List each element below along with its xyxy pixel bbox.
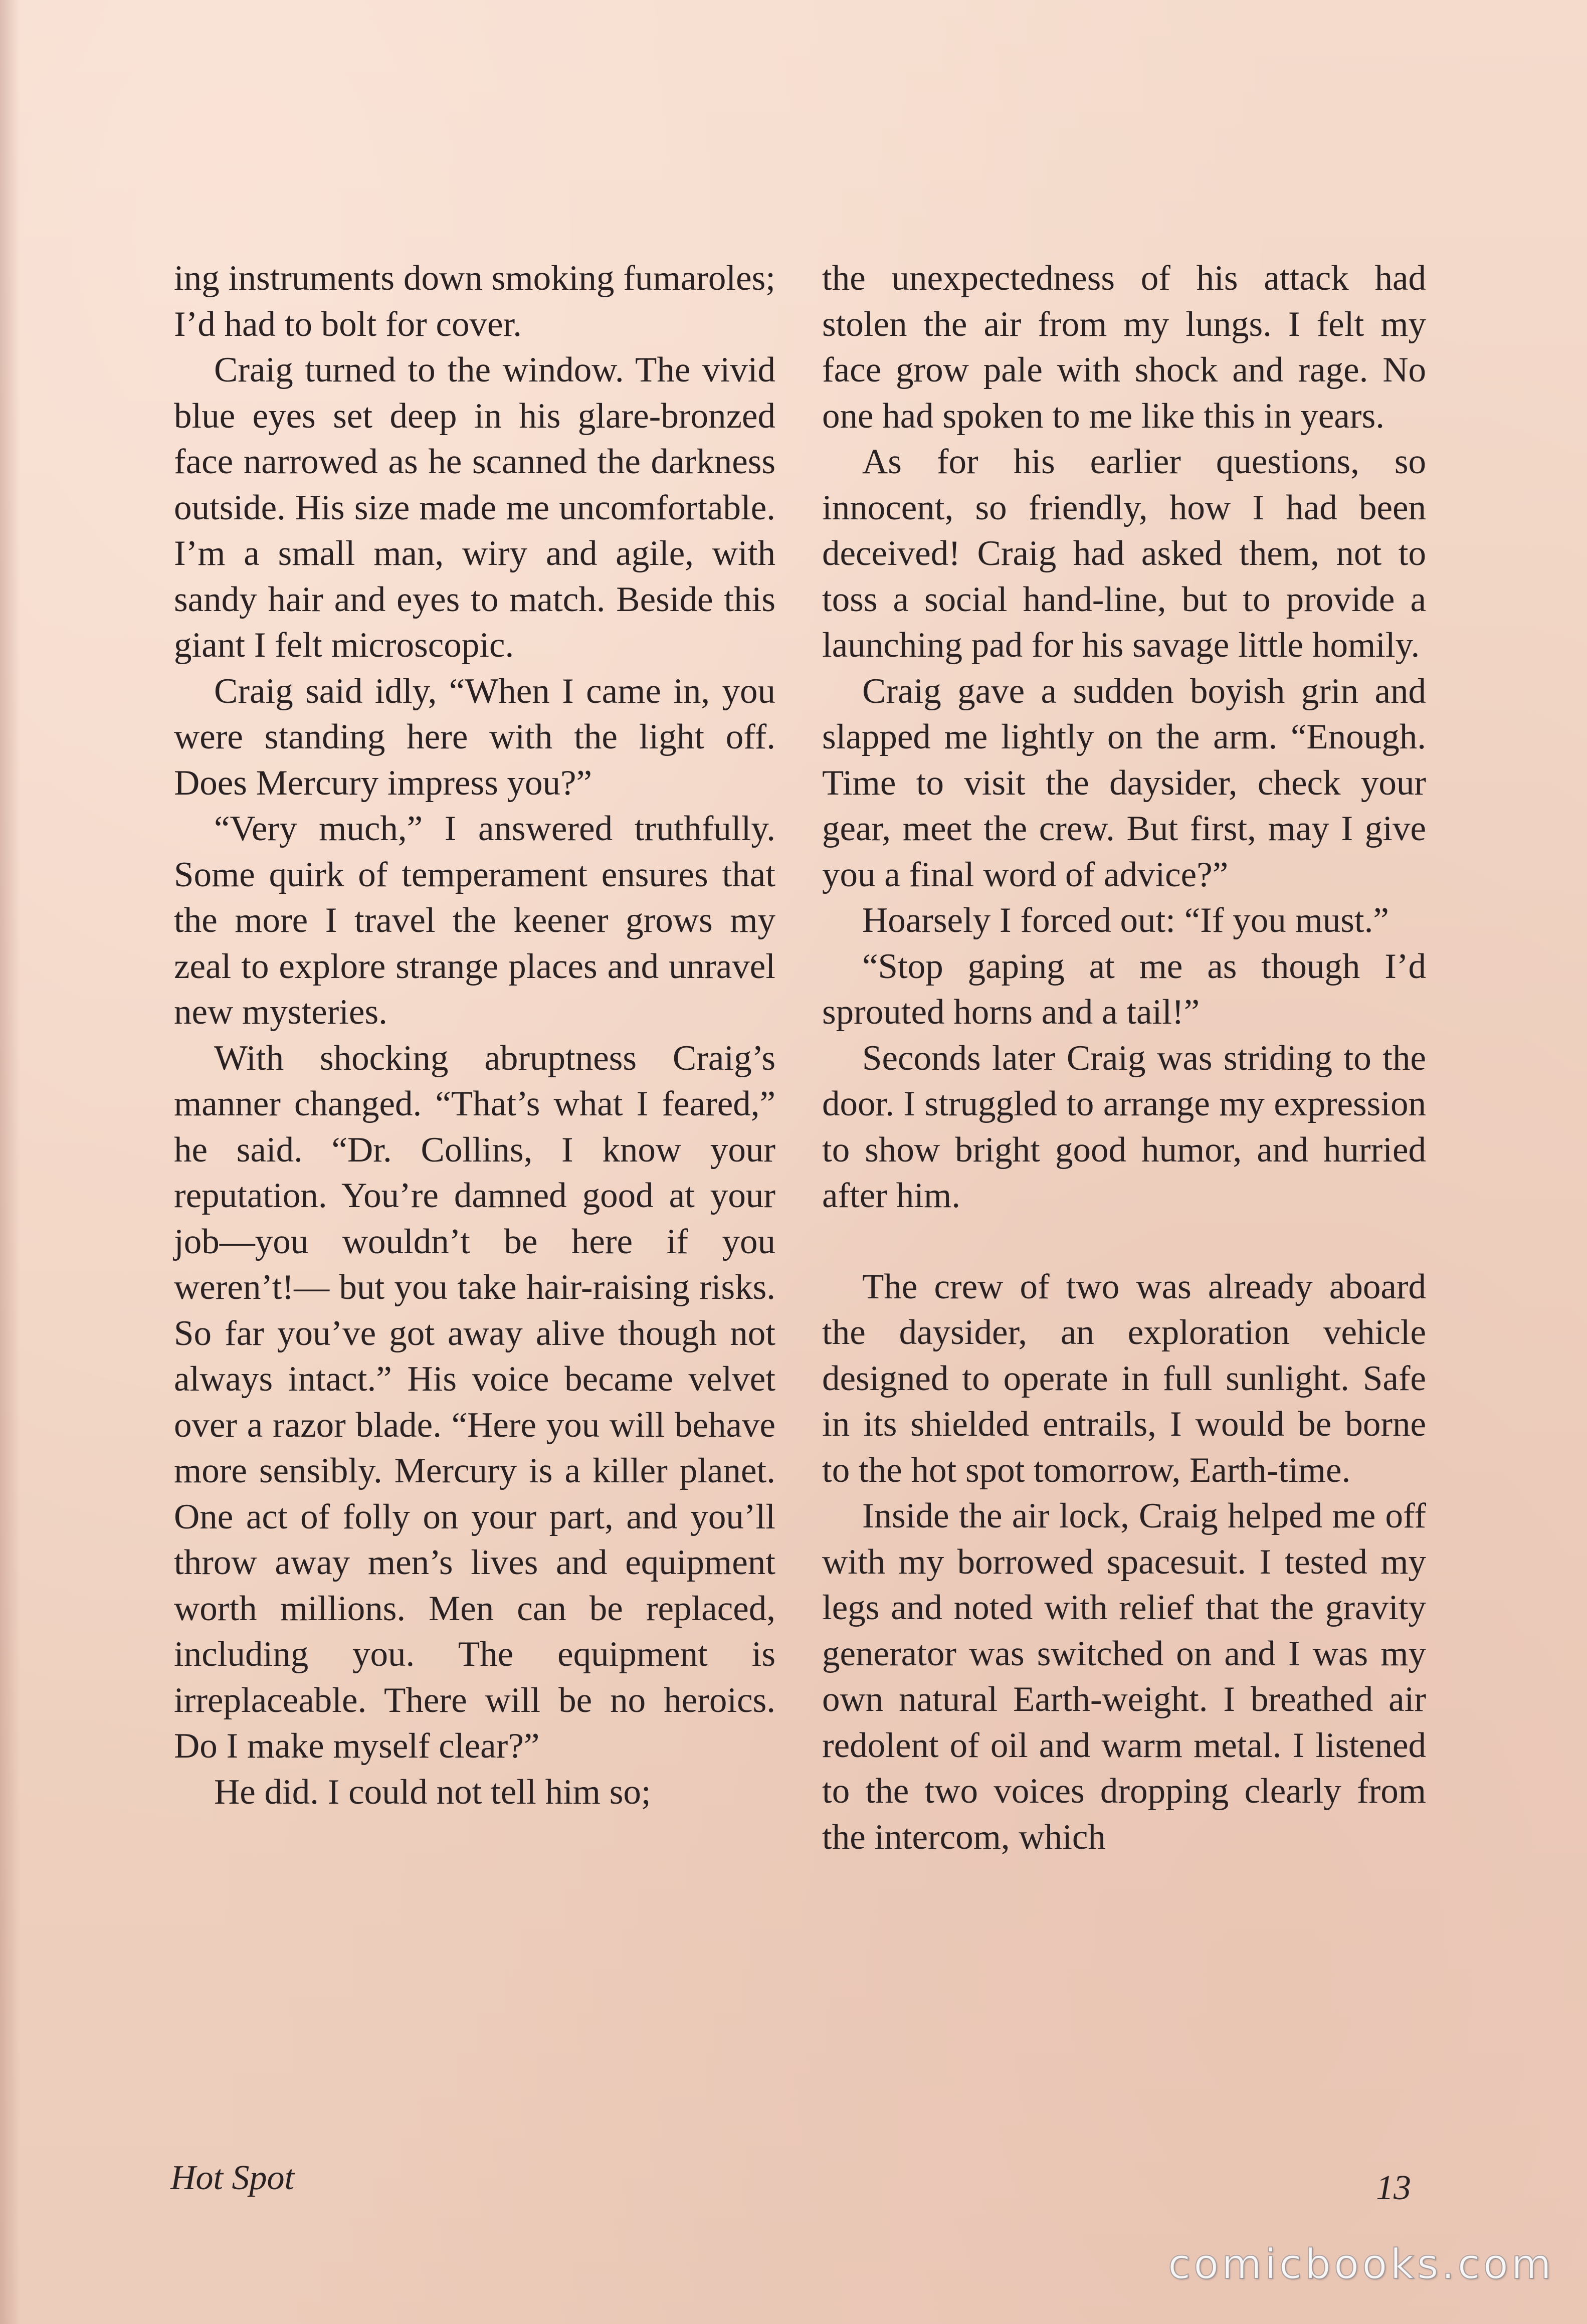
paragraph: Craig turned to the window. The vivid blue eyes set deep in his glare-bronzed face narrowed as he scanned the darkness outside. His size made me uncomfortable. I’m a small man, wiry and agile, with sandy hair and eyes to match. Beside this giant I felt microscopic.	[174, 350, 775, 665]
page-number: 13	[1376, 2169, 1411, 2207]
paragraph: “Very much,” I answered truthfully. Some quirk of temperament ensures that the more I travel the keener grows my zeal to explore strange places and unravel new mysteries.	[174, 809, 775, 1032]
paragraph: “Stop gaping at me as though I’d sprouted horns and a tail!”	[822, 946, 1426, 1032]
paragraph: As for his earlier questions, so innocent, so friendly, how I had been deceived! Craig had asked them, not to toss a social hand-line, but to provide a launching pad for his savage little homily.	[822, 442, 1426, 665]
paragraph: Seconds later Craig was striding to the door. I struggled to arrange my expression to show bright good humor, and hurried after him.	[822, 1038, 1426, 1215]
paragraph: Hoarsely I forced out: “If you must.”	[862, 901, 1389, 940]
watermark: comicbooks.com	[1168, 2241, 1554, 2288]
paragraph: The crew of two was already aboard the daysider, an exploration vehicle designed to operate in full sunlight. Safe in its shielded entrails, I would be borne to the hot spot tomorrow, Earth-time.	[822, 1267, 1426, 1490]
paragraph: He did. I could not tell him so;	[214, 1772, 651, 1812]
paragraph: Craig said idly, “When I came in, you were standing here with the light off. Does Mercury impress you?”	[174, 671, 775, 803]
running-footer-title: Hot Spot	[170, 2159, 294, 2197]
right-column	[822, 256, 1426, 1860]
page-edge-shadow	[0, 0, 20, 2324]
paragraph: the unexpectedness of his attack had stolen the air from my lungs. I felt my face grow pale with shock and rage. No one had spoken to me like this in years.	[822, 259, 1426, 436]
paragraph: Inside the air lock, Craig helped me off with my borrowed spacesuit. I tested my legs and noted with relief that the gravity generator was switched on and I was my own natural Earth-weight. I breathed air redolent of oil and warm metal. I listened to the two voices dropping clearly from the intercom, which	[822, 1496, 1426, 1857]
left-column	[174, 256, 775, 1815]
paragraph: ing instruments down smoking fumaroles; I’d had to bolt for cover.	[174, 259, 775, 344]
paragraph: With shocking abruptness Craig’s manner changed. “That’s what I feared,” he said. “Dr. Collins, I know your reputation. You’re damned good at your job—you wouldn’t be here if you weren’t!— but you take hair-raising risks. So far you’ve got away alive though not always intact.” His voice became velvet over a razor blade. “Here you will behave more sensibly. Mercury is a killer planet. One act of folly on your part, and you’ll throw away men’s lives and equipment worth millions. Men can be replaced, including you. The equipment is irreplaceable. There will be no heroics. Do I make myself clear?”	[174, 1038, 775, 1766]
paragraph: Craig gave a sudden boyish grin and slapped me lightly on the arm. “Enough. Time to visit the daysider, check your gear, meet the crew. But first, may I give you a final word of advice?”	[822, 671, 1426, 894]
